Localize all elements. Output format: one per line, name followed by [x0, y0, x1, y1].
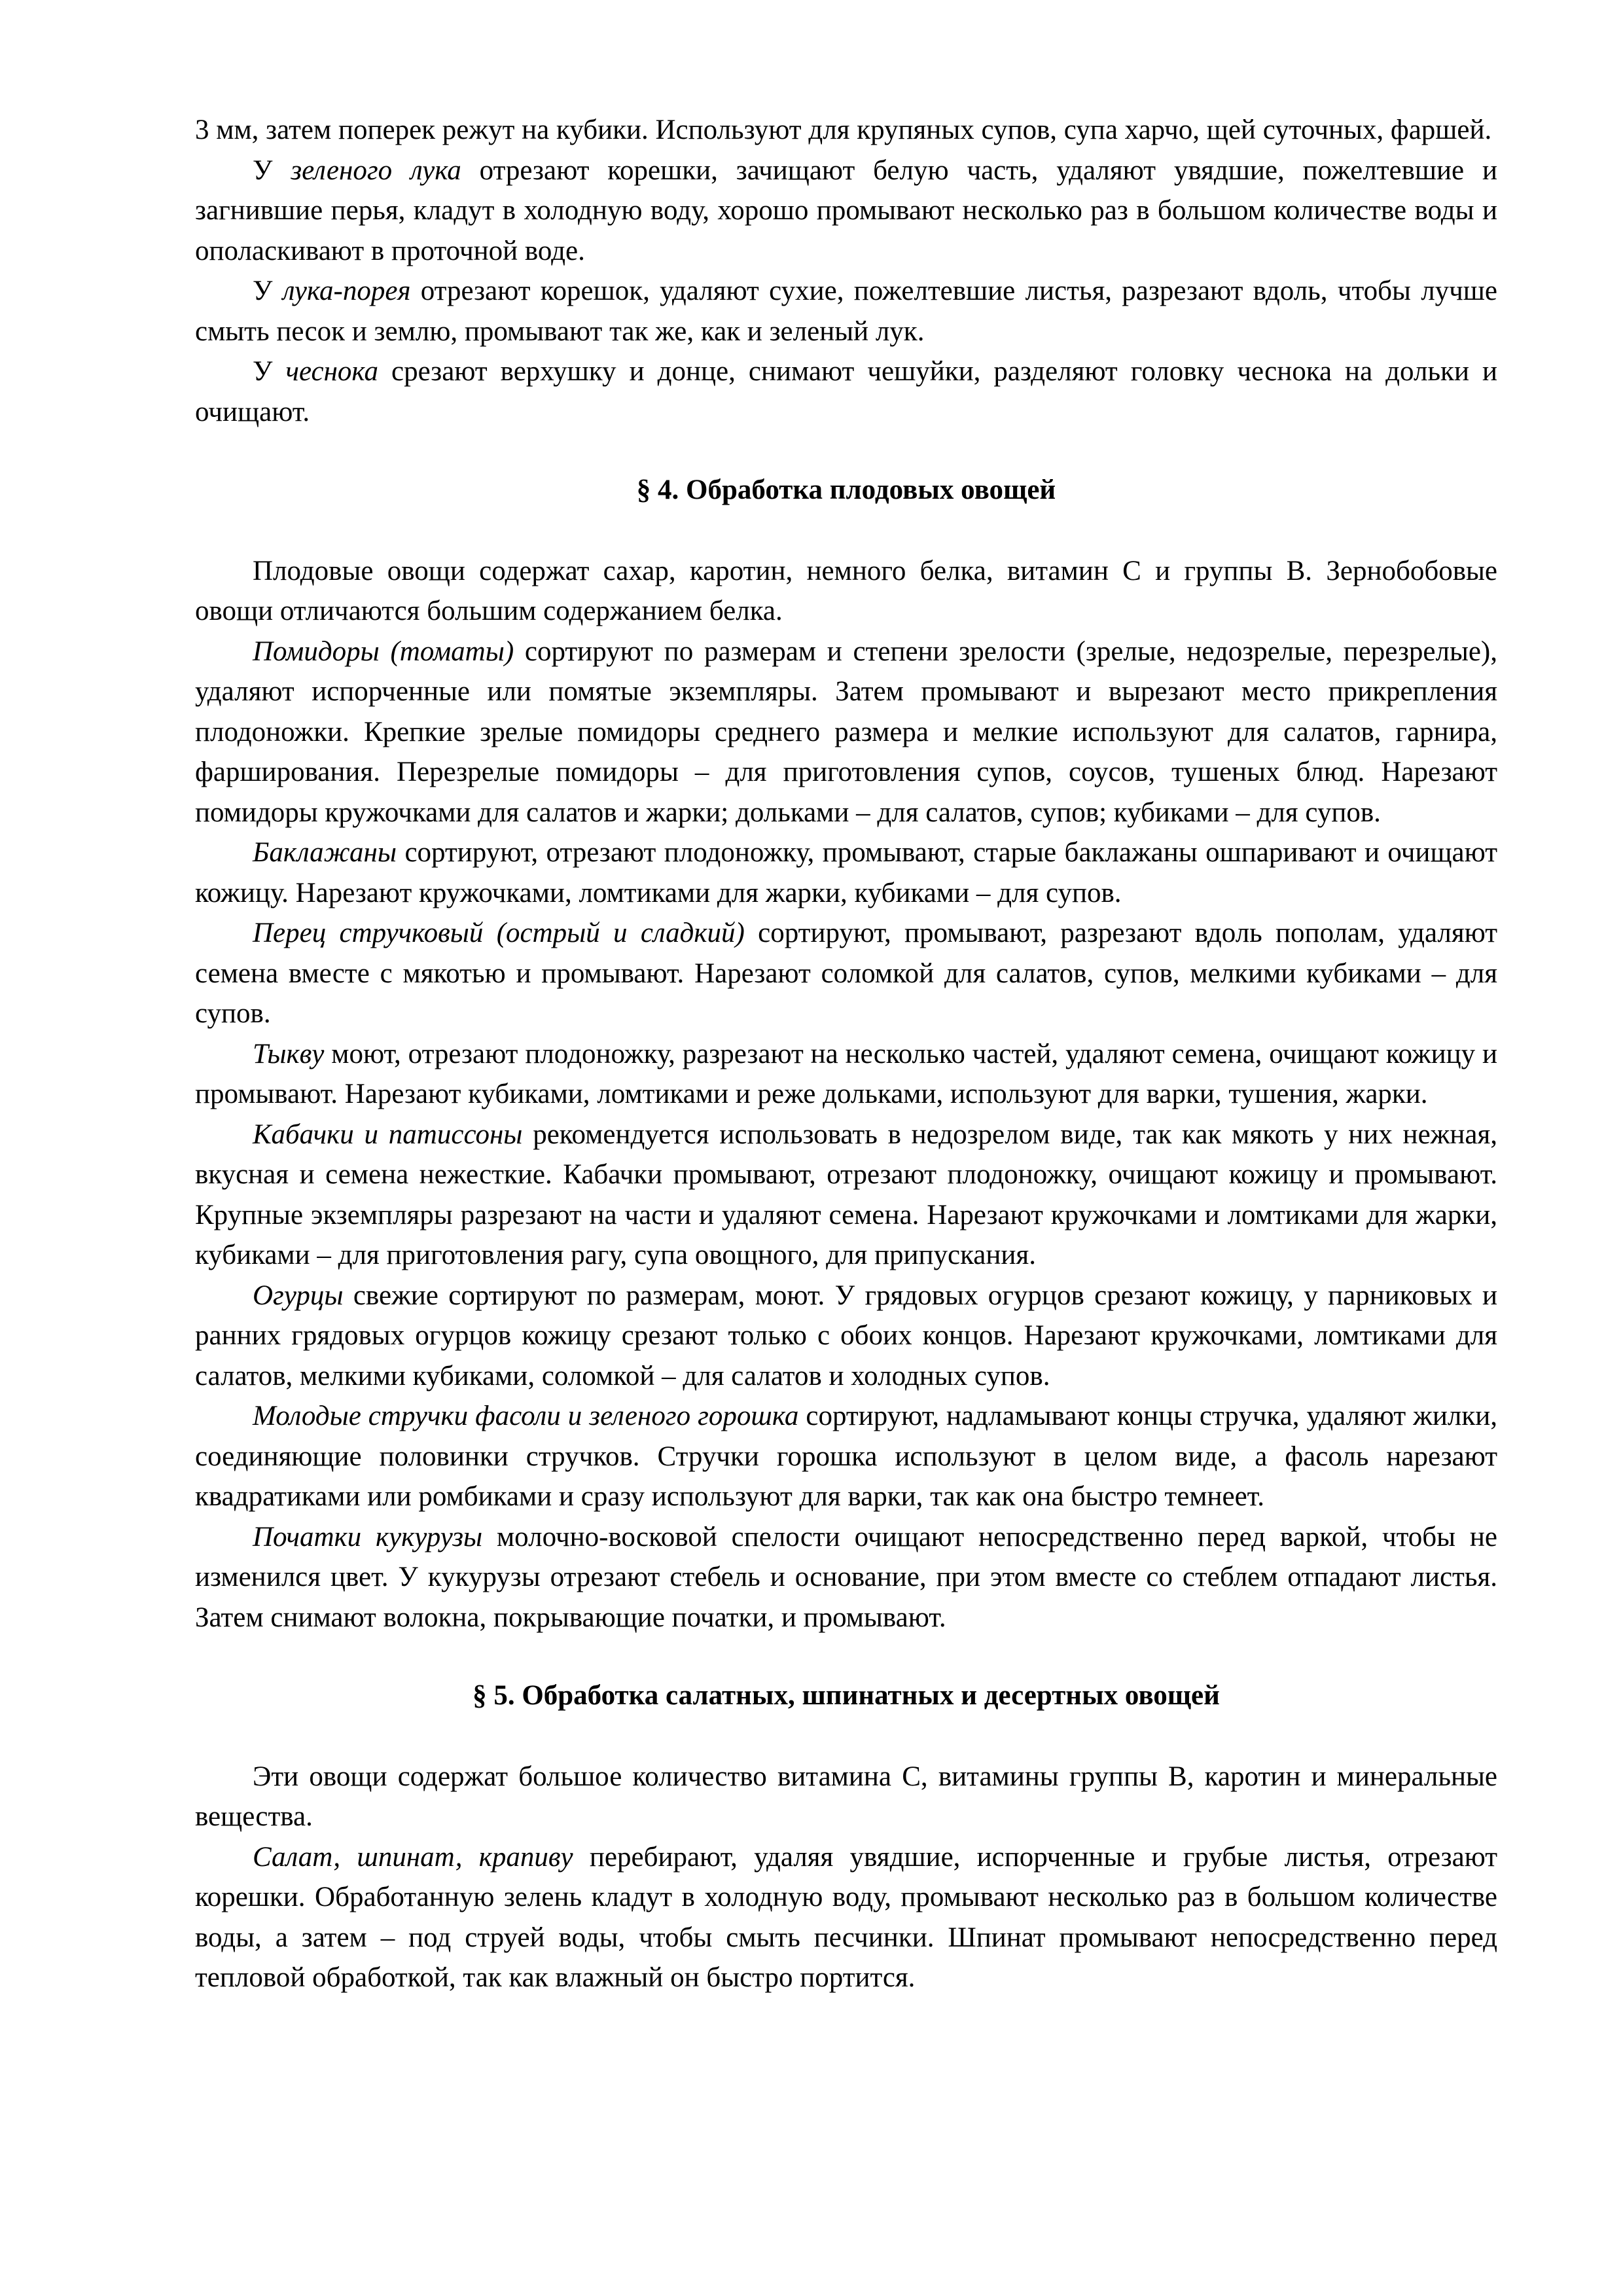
term-zucchini: Кабачки и патиссоны — [253, 1119, 523, 1150]
paragraph-pepper: Перец стручковый (острый и сладкий) сортируют, промывают, разрезают вдоль пополам, удаляют семена вместе с мякотью и промывают. Нарезают соломкой для салатов, супов, мелкими кубиками – для супов. — [195, 918, 1497, 1029]
paragraph-green-onion: У зеленого лука отрезают корешки, зачищают белую часть, удаляют увядшие, пожелтевшие и загнившие перья, кладут в холодную воду, хорошо промывают несколько раз в большом количестве воды и ополаскивают в проточной воде. — [195, 154, 1497, 266]
term-pepper: Перец стручковый (острый и сладкий) — [253, 918, 745, 948]
paragraph-salad-greens: Салат, шпинат, крапиву перебирают, удаляя увядшие, испорченные и грубые листья, отрезают корешки. Обработанную зелень кладут в холодную воду, промывают несколько раз в большом количестве воды, а затем – под струей воды, чтобы смыть песчинки. Шпинат промывают непосредственно перед тепловой обработкой, так как влажный он быстро портится. — [195, 1841, 1498, 1993]
term-pumpkin: Тыкву — [253, 1038, 325, 1069]
paragraph-eggplant: Баклажаны сортируют, отрезают плодоножку, промывают, старые баклажаны ошпаривают и очищают кожицу. Нарезают кружочками, ломтиками для жарки, кубиками – для супов. — [195, 837, 1497, 908]
paragraph-garlic: У чеснока срезают верхушку и донце, снимают чешуйки, разделяют головку чеснока на дольки и очищают. — [195, 356, 1498, 427]
paragraph-beans-peas: Молодые стручки фасоли и зеленого горошка сортируют, надламывают концы стручка, удаляют жилки, соединяющие половинки стручков. Стручки горошка используют в целом виде, а фасоль нарезают квадратиками или ромбиками и сразу используют для варки, так как она быстро темнеет. — [195, 1401, 1497, 1512]
section-4-heading: § 4. Обработка плодовых овощей — [636, 475, 1056, 505]
term-garlic: чеснока — [285, 356, 378, 387]
term-corn: Початки кукурузы — [253, 1521, 483, 1552]
term-tomatoes: Помидоры (томаты) — [253, 636, 514, 667]
term-salad-greens: Салат, шпинат, крапиву — [253, 1841, 573, 1873]
term-green-onion: зеленого лука — [291, 154, 461, 186]
paragraph-leek: У лука-порея отрезают корешок, удаляют сухие, пожелтевшие листья, разрезают вдоль, чтобы лучше смыть песок и землю, промывают так же, как и зеленый лук. — [195, 276, 1497, 347]
paragraph-corn: Початки кукурузы молочно-восковой спелости очищают непосредственно перед варкой, чтобы не изменился цвет. У кукурузы отрезают стебель и основание, при этом вместе со стеблем отпадают листья. Затем снимают волокна, покрывающие початки, и промывают. — [195, 1521, 1497, 1633]
section-5-intro: Эти овощи содержат большое количество витамина С, витамины группы В, каротин и минеральные вещества. — [195, 1761, 1497, 1832]
paragraph-pumpkin: Тыкву моют, отрезают плодоножку, разрезают на несколько частей, удаляют семена, очищают кожицу и промывают. Нарезают кубиками, ломтиками и реже дольками, используют для варки, тушения, жарки. — [195, 1038, 1497, 1109]
document-page — [195, 110, 1497, 1998]
paragraph-cucumbers: Огурцы свежие сортируют по размерам, моют. У грядовых огурцов срезают кожицу, у парниковых и ранних грядовых огурцов кожицу срезают только с обоих концов. Нарезают кружочками, ломтиками для салатов, мелкими кубиками, соломкой – для салатов и холодных супов. — [195, 1280, 1497, 1391]
term-leek: лука-порея — [282, 276, 411, 306]
term-cucumbers: Огурцы — [253, 1280, 344, 1311]
term-beans-peas: Молодые стручки фасоли и зеленого горошка — [253, 1401, 799, 1431]
term-eggplant: Баклажаны — [253, 837, 397, 868]
paragraph-zucchini: Кабачки и патиссоны рекомендуется использовать в недозрелом виде, так как мякоть у них нежная, вкусная и семена нежесткие. Кабачки промывают, отрезают плодоножку, очищают кожицу и промывают. Крупные экземпляры разрезают на части и удаляют семена. Нарезают кружочками и ломтиками для жарки, кубиками – для приготовления рагу, супа овощного, для припускания. — [195, 1119, 1497, 1270]
section-4-intro: Плодовые овощи содержат сахар, каротин, немного белка, витамин С и группы В. Зернобобовые овощи отличаются большим содержанием белка. — [195, 555, 1497, 626]
paragraph-continuation: 3 мм, затем поперек режут на кубики. Используют для крупяных супов, супа харчо, щей суточных, фаршей. — [195, 115, 1492, 145]
paragraph-tomatoes: Помидоры (томаты) сортируют по размерам и степени зрелости (зрелые, недозрелые, перезрелые), удаляют испорченные или помятые экземпляры. Затем промывают и вырезают место прикрепления плодоножки. Крепкие зрелые помидоры среднего размера и мелкие используют для салатов, гарнира, фарширования. Перезрелые помидоры – для приготовления супов, соусов, тушеных блюд. Нарезают помидоры кружочками для салатов и жарки; дольками – для салатов, супов; кубиками – для супов. — [195, 636, 1497, 828]
section-5-heading: § 5. Обработка салатных, шпинатных и десертных овощей — [473, 1680, 1220, 1711]
